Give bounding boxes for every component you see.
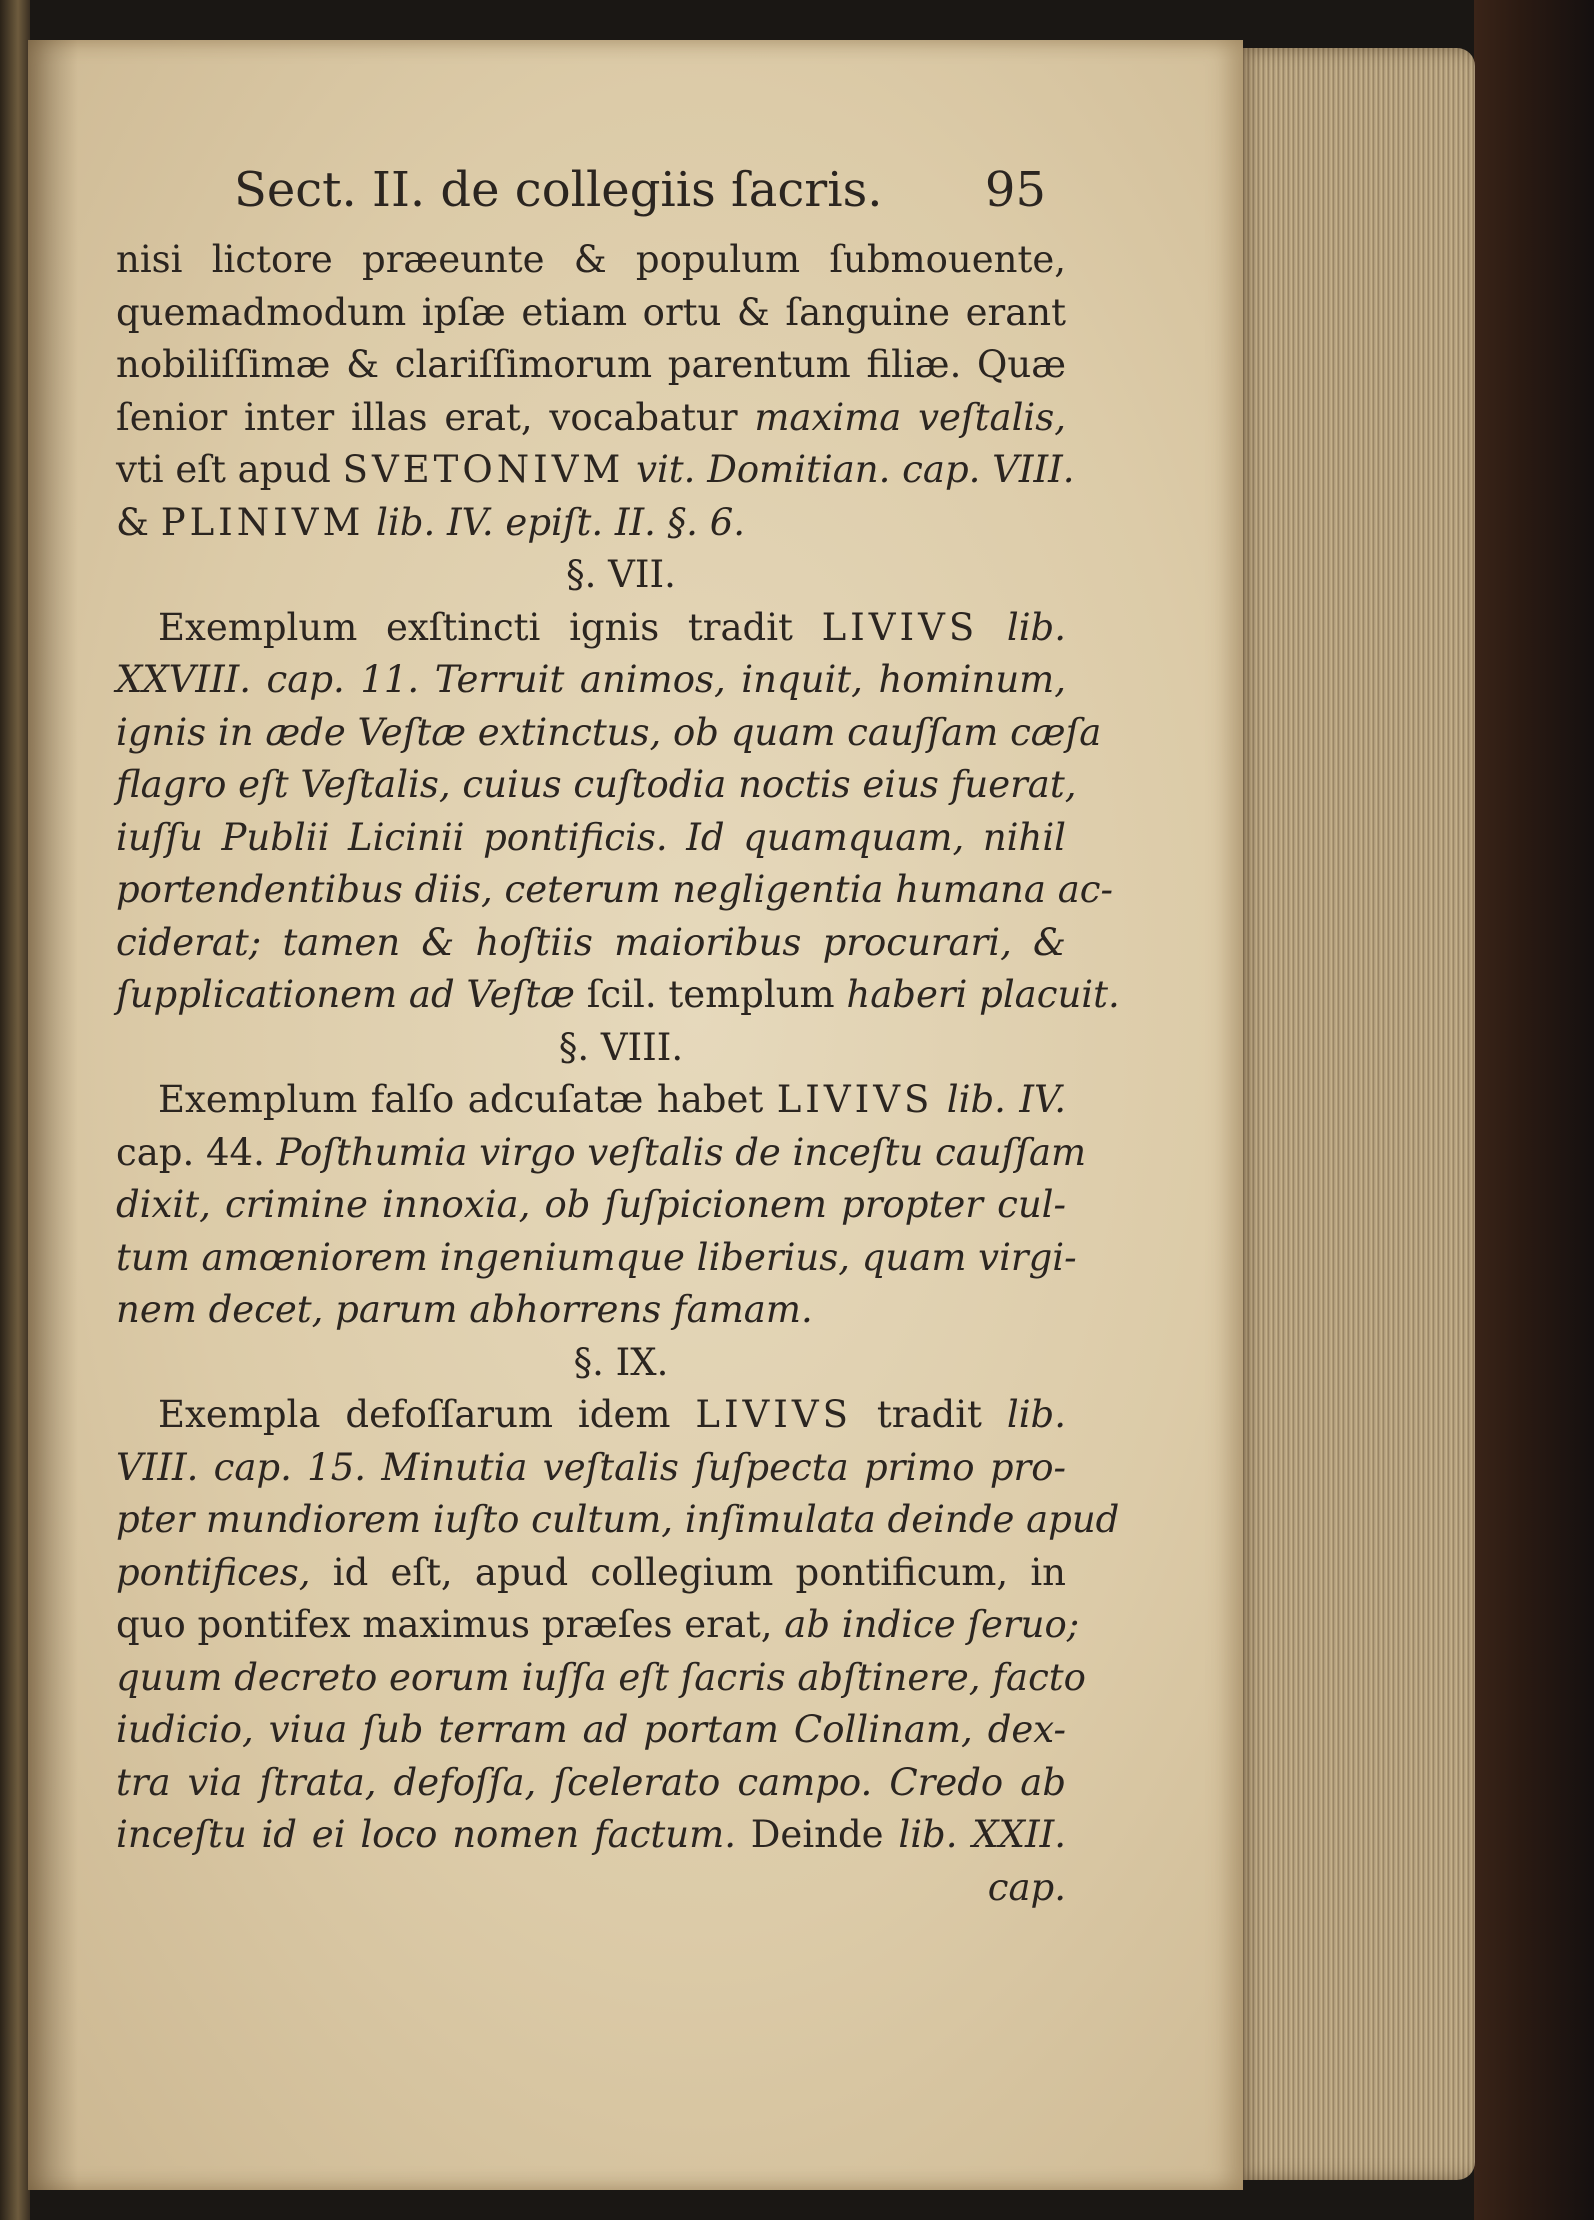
text-line: nobiliſſimæ & clariſſimorum parentum filiæ. Quæ [116,343,1066,386]
section-heading: §. VIII. [558,1025,684,1069]
page-number: 95 [984,162,1046,218]
text-line: inceſtu id ei loco nomen factum. Deinde lib. XXII. [116,1813,1066,1856]
running-head [116,160,1066,220]
text-line: ſenior inter illas erat, vocabatur maxima veſtalis, [116,395,1066,439]
text-line: iudicio, viua ſub terram ad portam Collinam, dex- [116,1708,1066,1751]
catchword: cap. [987,1865,1066,1909]
text-line: XXVIII. cap. 11. Terruit animos, inquit, hominum, [116,658,1066,701]
text-line: nem decet, parum abhorrens famam. [116,1288,813,1331]
text-line: quum decreto eorum iuſſa eſt ſacris abſtinere, facto [116,1655,1086,1699]
text-line: cap. 44. Poſthumia virgo veſtalis de inceſtu cauſſam [116,1130,1087,1174]
text-line: & PLINIVM lib. IV. epiſt. II. §. 6. [116,500,745,544]
text-line: tum amœniorem ingeniumque liberius, quam virgi- [116,1235,1077,1279]
section-heading: §. IX. [573,1340,669,1384]
text-line: flagro eſt Veſtalis, cuius cuſtodia noctis eius fuerat, [116,763,1077,806]
text-line: quemadmodum ipſæ etiam ortu & ſanguine erant [116,290,1066,334]
text-line: portendentibus diis, ceterum negligentia humana ac- [116,868,1113,911]
text-line: dixit, crimine innoxia, ob ſuſpicionem propter cul- [116,1183,1066,1226]
text-line: ſupplicationem ad Veſtæ ſcil. templum haberi placuit. [116,973,1120,1016]
text-block [116,160,1120,1914]
facing-page-edge [0,0,30,2220]
text-line: nisi lictore præeunte & populum ſubmouente, [116,238,1066,281]
running-title: Sect. II. de collegiis ſacris. [234,162,883,218]
book-page [28,40,1243,2190]
text-line: pontifices, id eſt, apud collegium pontificum, in [116,1550,1066,1594]
text-line: VIII. cap. 15. Minutia veſtalis ſuſpecta primo pro- [116,1445,1066,1489]
text-line: vti eſt apud SVETONIVM vit. Domitian. cap. VIII. [116,448,1075,491]
text-line: pter mundiorem iuſto cultum, inſimulata deinde apud [116,1498,1120,1541]
text-line: Exempla defoſſarum idem LIVIVS tradit lib. [158,1393,1066,1436]
gutter-shadow [28,40,78,2190]
text-line: Exemplum exſtincti ignis tradit LIVIVS lib. [158,605,1067,649]
section-heading: §. VII. [566,553,676,596]
page-block-edges [1235,48,1475,2180]
book-cover [1474,0,1594,2220]
text-line: tra via ſtrata, defoſſa, ſcelerato campo. Credo ab [116,1760,1066,1804]
text-line: ignis in æde Veſtæ extinctus, ob quam cauſſam cæſa [116,710,1102,754]
text-line: ciderat; tamen & hoſtiis maioribus procurari, & [116,920,1066,964]
text-line: quo pontifex maximus præſes erat, ab indice ſeruo; [116,1603,1080,1646]
text-line: Exemplum falſo adcuſatæ habet LIVIVS lib. IV. [158,1078,1066,1121]
text-line: iuſſu Publii Licinii pontificis. Id quamquam, nihil [116,815,1066,859]
